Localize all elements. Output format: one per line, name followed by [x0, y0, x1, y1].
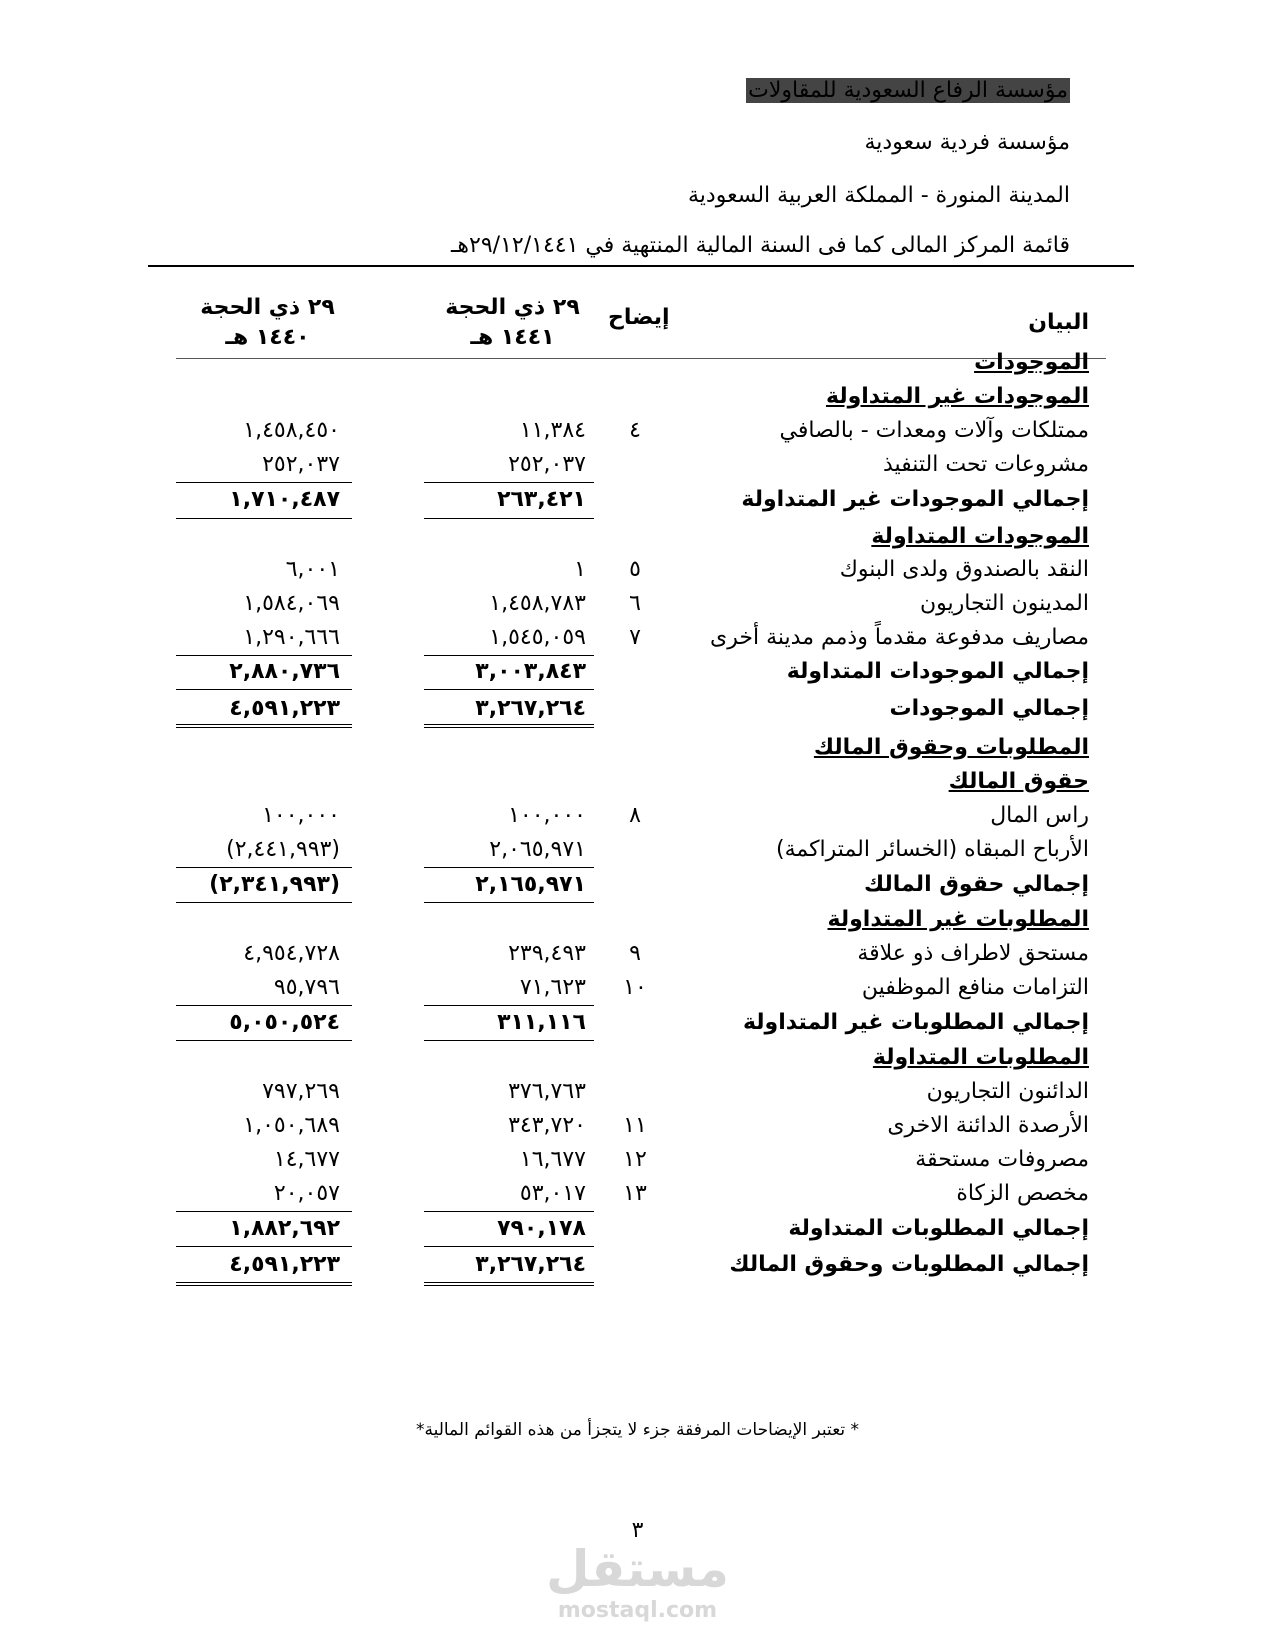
table-row	[0, 346, 1275, 382]
total-double-rule	[176, 724, 352, 728]
row-value-1441: ١٦,٦٧٧	[519, 1147, 586, 1172]
column-header-1441	[425, 293, 600, 353]
row-label: إجمالي الموجودات	[889, 696, 1089, 721]
subtotal-rule	[176, 902, 352, 903]
row-value-1440: ٥,٠٥٠,٥٢٤	[229, 1010, 340, 1035]
table-row	[0, 587, 1275, 623]
row-value-1440: ١,٤٥٨,٤٥٠	[243, 418, 340, 443]
subtotal-rule	[424, 902, 594, 903]
row-value-1441: ٣١١,١١٦	[497, 1010, 586, 1035]
row-value-1441: ٣,٠٠٣,٨٤٣	[475, 659, 586, 684]
row-label: الموجودات المتداولة	[871, 524, 1089, 549]
row-value-1440: ١,٢٩٠,٦٦٦	[243, 625, 340, 650]
row-label: إجمالي حقوق المالك	[864, 872, 1089, 897]
row-label: مصاريف مدفوعة مقدماً وذمم مدينة أخرى	[710, 625, 1089, 650]
table-row	[0, 1041, 1275, 1077]
row-value-1441: ٢,٠٦٥,٩٧١	[489, 837, 586, 862]
row-label: الموجودات غير المتداولة	[825, 384, 1089, 409]
row-value-1440: ٢,٨٨٠,٧٣٦	[229, 659, 340, 684]
row-value-1441: ١٠٠,٠٠٠	[508, 803, 586, 828]
row-value-1440: ١,٠٥٠,٦٨٩	[243, 1113, 340, 1138]
subtotal-rule	[424, 867, 594, 868]
row-value-1441: ١١,٣٨٤	[519, 418, 586, 443]
row-value-1441: ٣,٢٦٧,٢٦٤	[475, 1252, 586, 1277]
row-value-1440: ٩٥,٧٩٦	[273, 975, 340, 1000]
row-value-1440: ١٠٠,٠٠٠	[262, 803, 340, 828]
row-label: مستحق لاطراف ذو علاقة	[857, 941, 1089, 966]
column-header-description: البيان	[1028, 310, 1089, 335]
footnote: * تعتبر الإيضاحات المرفقة جزء لا يتجزأ من هذه القوائم المالية*	[415, 1420, 860, 1440]
row-note: ٨	[629, 803, 641, 828]
table-row	[0, 1075, 1275, 1111]
row-label: إجمالي الموجودات المتداولة	[786, 659, 1089, 684]
row-note: ٦	[629, 591, 641, 616]
row-value-1441: ٧٩٠,١٧٨	[497, 1216, 586, 1241]
subtotal-rule	[176, 1211, 352, 1212]
table-row	[0, 1143, 1275, 1179]
row-value-1441: ٣,٢٦٧,٢٦٤	[475, 696, 586, 721]
row-label: راس المال	[990, 803, 1089, 828]
row-label: مصروفات مستحقة	[915, 1147, 1089, 1172]
row-value-1440: ٦,٠٠١	[285, 557, 340, 582]
subtotal-rule	[424, 655, 594, 656]
table-row	[0, 1177, 1275, 1213]
row-value-1440: ٤,٥٩١,٢٢٣	[229, 696, 340, 721]
row-note: ١١	[623, 1113, 647, 1138]
table-row	[0, 971, 1275, 1007]
row-label: الدائنون التجاريون	[926, 1079, 1089, 1104]
row-value-1441: ١	[574, 557, 586, 582]
table-row	[0, 692, 1275, 728]
row-value-1440: ١,٥٨٤,٠٦٩	[243, 591, 340, 616]
row-label: ممتلكات وآلات ومعدات - بالصافي	[779, 418, 1089, 443]
row-label: المطلوبات وحقوق المالك	[813, 735, 1089, 760]
table-row	[0, 448, 1275, 484]
row-label: إجمالي الموجودات غير المتداولة	[741, 487, 1089, 512]
total-double-rule	[424, 1282, 594, 1286]
column-header-1441-year: ١٤٤١ هـ	[470, 325, 555, 350]
row-value-1440: ٧٩٧,٢٦٩	[262, 1079, 340, 1104]
row-value-1440: (٢,٣٤١,٩٩٣)	[209, 872, 340, 897]
table-row	[0, 868, 1275, 904]
row-value-1440: ١,٧١٠,٤٨٧	[229, 487, 340, 512]
row-value-1441: ٥٣,٠١٧	[519, 1181, 586, 1206]
row-value-1441: ٢,١٦٥,٩٧١	[475, 872, 586, 897]
row-label: الموجودات	[974, 350, 1089, 375]
row-value-1440: ٤,٥٩١,٢٢٣	[229, 1252, 340, 1277]
entity-type: مؤسسة فردية سعودية	[864, 130, 1070, 155]
subtotal-rule	[424, 1211, 594, 1212]
row-label: المطلوبات المتداولة	[872, 1045, 1089, 1070]
table-row	[0, 414, 1275, 450]
row-note: ٧	[629, 625, 641, 650]
table-row	[0, 799, 1275, 835]
table-row	[0, 483, 1275, 519]
row-value-1441: ٧١,٦٢٣	[519, 975, 586, 1000]
row-label: إجمالي المطلوبات غير المتداولة	[742, 1010, 1089, 1035]
row-value-1440: ٢٠,٠٥٧	[273, 1181, 340, 1206]
row-value-1441: ٣٤٣,٧٢٠	[508, 1113, 586, 1138]
statement-title: قائمة المركز المالى كما فى السنة المالية المنتهية في ٢٩/١٢/١٤٤١هـ	[450, 233, 1070, 258]
total-double-rule	[424, 724, 594, 728]
row-value-1440: ٤,٩٥٤,٧٢٨	[243, 941, 340, 966]
row-label: التزامات منافع الموظفين	[861, 975, 1089, 1000]
table-row	[0, 553, 1275, 589]
row-value-1440: ١,٨٨٢,٦٩٢	[229, 1216, 340, 1241]
subtotal-rule	[176, 1040, 352, 1041]
row-label: المطلوبات غير المتداولة	[827, 907, 1089, 932]
watermark-logo-latin: mostaql.com	[557, 1598, 718, 1623]
table-row	[0, 1006, 1275, 1042]
table-row	[0, 731, 1275, 767]
row-label: النقد بالصندوق ولدى البنوك	[839, 557, 1089, 582]
row-label: الأرصدة الدائنة الاخرى	[887, 1113, 1089, 1138]
subtotal-rule	[176, 518, 352, 519]
row-note: ٩	[629, 941, 641, 966]
subtotal-rule	[176, 689, 352, 690]
table-row	[0, 655, 1275, 691]
row-note: ٥	[629, 557, 641, 582]
row-label: الأرباح المبقاه (الخسائر المتراكمة)	[775, 837, 1089, 862]
row-value-1441: ٢٦٣,٤٢١	[497, 487, 586, 512]
row-value-1441: ١,٤٥٨,٧٨٣	[489, 591, 586, 616]
row-note: ١٣	[623, 1181, 647, 1206]
row-label: المدينون التجاريون	[920, 591, 1089, 616]
subtotal-rule	[176, 1246, 352, 1247]
table-row	[0, 765, 1275, 801]
row-value-1441: ٢٣٩,٤٩٣	[508, 941, 586, 966]
subtotal-rule	[424, 482, 594, 483]
row-label: مخصص الزكاة	[956, 1181, 1089, 1206]
column-header-1440	[180, 293, 355, 353]
table-row	[0, 380, 1275, 416]
row-label: إجمالي المطلوبات وحقوق المالك	[729, 1252, 1089, 1277]
table-row	[0, 520, 1275, 556]
row-value-1441: ٣٧٦,٧٦٣	[508, 1079, 586, 1104]
row-value-1440: ٢٥٢,٠٣٧	[262, 452, 340, 477]
subtotal-rule	[424, 1040, 594, 1041]
column-header-1440-date: ٢٩ ذي الحجة	[200, 295, 335, 320]
subtotal-rule	[176, 482, 352, 483]
row-label: حقوق المالك	[948, 769, 1089, 794]
column-header-1441-date: ٢٩ ذي الحجة	[445, 295, 580, 320]
column-header-note: إيضاح	[608, 305, 670, 330]
subtotal-rule	[176, 867, 352, 868]
page-number: ٣	[631, 1518, 644, 1543]
subtotal-rule	[424, 1005, 594, 1006]
row-label: إجمالي المطلوبات المتداولة	[788, 1216, 1089, 1241]
row-value-1441: ٢٥٢,٠٣٧	[508, 452, 586, 477]
table-row	[0, 1248, 1275, 1284]
company-name: مؤسسة الرفاع السعودية للمقاولات	[748, 78, 1068, 103]
row-note: ١٠	[623, 975, 647, 1000]
row-value-1440: ١٤,٦٧٧	[273, 1147, 340, 1172]
row-note: ٤	[629, 418, 641, 443]
table-row	[0, 833, 1275, 869]
row-label: مشروعات تحت التنفيذ	[882, 452, 1089, 477]
row-note: ١٢	[623, 1147, 647, 1172]
subtotal-rule	[424, 689, 594, 690]
title-divider	[148, 265, 1134, 267]
subtotal-rule	[424, 1246, 594, 1247]
table-row	[0, 621, 1275, 657]
row-value-1441: ١,٥٤٥,٠٥٩	[489, 625, 586, 650]
column-header-1440-year: ١٤٤٠ هـ	[225, 325, 310, 350]
row-value-1440: (٢,٤٤١,٩٩٣)	[226, 837, 340, 862]
table-row	[0, 1212, 1275, 1248]
watermark-logo-arabic: مستقل	[546, 1540, 729, 1598]
location: المدينة المنورة - المملكة العربية السعودية	[688, 183, 1070, 208]
subtotal-rule	[424, 518, 594, 519]
subtotal-rule	[176, 655, 352, 656]
subtotal-rule	[176, 1005, 352, 1006]
table-row	[0, 1109, 1275, 1145]
table-row	[0, 937, 1275, 973]
total-double-rule	[176, 1282, 352, 1286]
table-row	[0, 903, 1275, 939]
